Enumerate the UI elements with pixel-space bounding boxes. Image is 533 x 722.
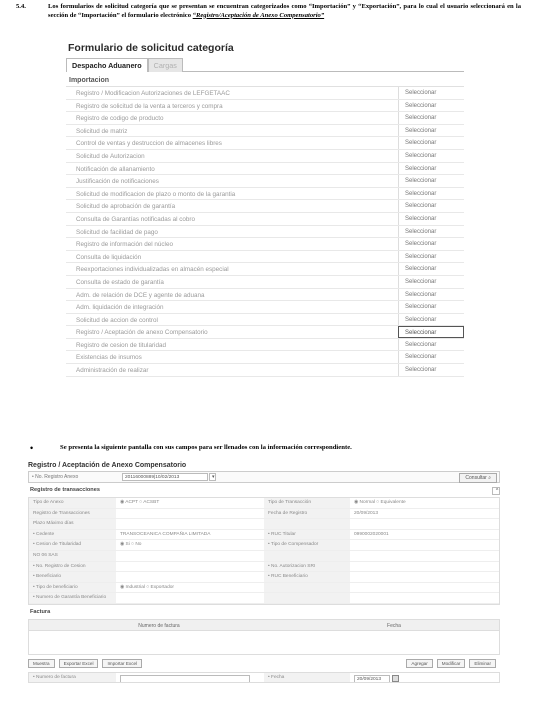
collapse-icon[interactable]: ⌃ [492, 487, 500, 495]
eliminar-button[interactable]: Eliminar [469, 659, 496, 668]
grid-row [29, 551, 499, 562]
grid-row [29, 593, 499, 604]
form-list-item-label: Existencias de insumos [76, 354, 142, 362]
grid-label: • RUC Titular [264, 530, 350, 540]
grid-value[interactable]: 20/09/2013 [354, 510, 379, 516]
form-list-item-label: Registro de solicitud de la venta a terceros y compra [76, 102, 223, 110]
fecha-field [350, 673, 499, 682]
seleccionar-button[interactable]: Seleccionar [398, 100, 464, 112]
grid-label: • Cesion de Titularidad [29, 540, 116, 550]
grid-value[interactable] [350, 540, 499, 550]
form-list-item-label: Notificación de allanamiento [76, 165, 155, 173]
grid-row [29, 540, 499, 551]
form-list-item-label: Solicitud de modificacion de plazo o monto de la garantia [76, 190, 236, 198]
grid-label [264, 519, 350, 529]
grid-value[interactable] [116, 593, 264, 603]
form-list-item-label: Solicitud de Autorizacion [76, 152, 145, 160]
form-list-item [66, 125, 464, 138]
form-list-item [66, 364, 464, 377]
grid-label: Tipo de Anexo [29, 498, 116, 508]
search-icon: ⌕ [488, 475, 491, 481]
transacciones-grid [28, 497, 500, 605]
form-list-item-label: Registro / Aceptación de anexo Compensatorio [76, 329, 208, 337]
grid-label [264, 551, 350, 561]
factura-table-header [28, 619, 500, 631]
fecha-input[interactable]: 20/09/2013 [354, 675, 390, 682]
form-list-item-label: Justificación de notificaciones [76, 178, 159, 186]
grid-row [29, 562, 499, 573]
grid-value[interactable]: ◉ Normal ○ Equivalente [354, 500, 406, 505]
form-list-item [66, 238, 464, 251]
form-list-item [66, 251, 464, 264]
fecha-label: • Fecha [264, 673, 350, 682]
grid-value[interactable] [350, 593, 499, 603]
consultar-button[interactable] [459, 473, 497, 483]
form-list-item-label: Solicitud de matriz [76, 127, 128, 135]
tab-cargas[interactable]: Cargas [148, 58, 183, 72]
seleccionar-button[interactable]: Seleccionar [398, 87, 464, 99]
grid-row [29, 572, 499, 583]
seleccionar-button[interactable]: Seleccionar [398, 188, 464, 200]
form-list-item [66, 226, 464, 239]
seleccionar-button[interactable]: Seleccionar [398, 125, 464, 137]
seleccionar-button[interactable]: Seleccionar [398, 200, 464, 212]
grid-value[interactable] [350, 519, 499, 529]
section-text [48, 3, 521, 20]
form-list-item [66, 87, 464, 100]
registro-transacciones-header [30, 487, 500, 495]
anexo-bar [28, 471, 500, 483]
section-text-link: “Registro/Aceptación de Anexo Compensatorio” [192, 11, 325, 19]
seleccionar-button[interactable]: Seleccionar [398, 339, 464, 351]
form-list-item [66, 137, 464, 150]
modificar-button[interactable]: Modificar [437, 659, 466, 668]
form-list-item-label: Control de ventas y destruccion de almacenes libres [76, 140, 222, 148]
factura-header: Factura [30, 608, 51, 615]
grid-value[interactable]: ◉ Si ○ No [120, 542, 142, 548]
grid-label: NO 06 SAS [29, 551, 116, 561]
form-list-item [66, 326, 464, 339]
seleccionar-button[interactable]: Seleccionar [398, 251, 464, 263]
grid-label: • Tipo de beneficiario [29, 583, 116, 593]
grid-value[interactable] [350, 583, 499, 593]
anexo-input[interactable]: 20116000889|10/02/2013 [122, 473, 208, 481]
form-list-item-label: Consulta de Garantías notificadas al cobro [76, 215, 196, 223]
form-list-item-label: Registro de codigo de producto [76, 115, 164, 123]
seleccionar-button[interactable]: Seleccionar [398, 175, 464, 187]
seleccionar-button[interactable]: Seleccionar [398, 364, 464, 376]
muestra-button[interactable]: Muestra [28, 659, 55, 668]
grid-row [29, 498, 499, 509]
form2-title: Registro / Aceptación de Anexo Compensatorio [28, 462, 187, 469]
grid-label: • No. Registro de Cesion [29, 562, 116, 572]
form-list-item [66, 213, 464, 226]
grid-value[interactable]: ◉ Industrial ○ Exportador [120, 584, 175, 590]
seleccionar-button[interactable]: Seleccionar [398, 289, 464, 301]
grid-value[interactable]: ◉ ACPT ○ ACSBT [120, 500, 160, 505]
solicitud-categoria-form [66, 42, 464, 377]
seleccionar-button[interactable]: Seleccionar [398, 163, 464, 175]
grid-label [264, 593, 350, 603]
exportar-excel-button[interactable]: Exportar Excel [59, 659, 99, 668]
grid-value[interactable] [116, 519, 264, 529]
form-list-item-label: Registro de cesion de titularidad [76, 341, 166, 349]
agregar-button[interactable]: Agregar [406, 659, 432, 668]
grid-label: • Tipo de Compensador [264, 540, 350, 550]
form-list-item [66, 351, 464, 364]
grid-value[interactable] [116, 551, 264, 561]
form-list-item [66, 100, 464, 113]
seleccionar-button[interactable]: Seleccionar [398, 238, 464, 250]
grid-row [29, 519, 499, 530]
importacion-header: Importacion [69, 77, 110, 84]
seleccionar-button[interactable]: Seleccionar [398, 226, 464, 238]
factura-col-fecha: Fecha [387, 622, 401, 629]
consultar-label: Consultar [465, 475, 487, 481]
tab-bar [66, 58, 464, 72]
grid-row [29, 583, 499, 594]
form-list-item [66, 339, 464, 352]
form-list-item-label: Registro / Modificacion Autorizaciones de LEFGETAAC [76, 90, 230, 97]
form-list-item [66, 289, 464, 302]
grid-label: Tipo de Transacción [264, 498, 350, 508]
calendar-icon[interactable] [392, 675, 399, 681]
grid-row [29, 509, 499, 520]
grid-row [29, 530, 499, 541]
section-5-4 [16, 3, 521, 20]
form-list-item [66, 200, 464, 213]
grid-label: Fecha de Registro [264, 509, 350, 519]
grid-label: • Cedente [29, 530, 116, 540]
form-list-item [66, 276, 464, 289]
section-text-body: Los formularios de solicitud categoría que se presentan se encuentran categorizados como “Importación” y “Exportación”, para lo cual el usuario seleccionará en la sección de “Importación” el formulario electrónico [48, 3, 521, 19]
seleccionar-button[interactable]: Seleccionar [398, 263, 464, 275]
section-number: 5.4. [16, 3, 26, 10]
factura-buttons [28, 658, 500, 669]
grid-value[interactable]: TRANSOCEANICA COMPAÑIA LIMITADA [120, 531, 211, 537]
seleccionar-button[interactable]: Seleccionar [398, 314, 464, 326]
numero-factura-field [116, 673, 264, 682]
registro-transacciones-title: Registro de transacciones [30, 487, 100, 493]
form-list-item-label: Registro de información del núcleo [76, 241, 173, 249]
form-list-item-label: Consulta de estado de garantía [76, 278, 164, 286]
seleccionar-button[interactable]: Seleccionar [398, 276, 464, 288]
form-list-item-label: Adm. de relación de DCE y agente de aduana [76, 291, 205, 299]
numero-factura-input[interactable] [120, 675, 250, 682]
grid-value[interactable] [116, 509, 264, 519]
grid-label: • Numero de Garantía Beneficiario [29, 593, 116, 603]
factura-input-row [28, 672, 500, 683]
grid-value[interactable] [350, 572, 499, 582]
anexo-label: • No. Registro Anexo [32, 474, 79, 480]
form-list-item-label: Solicitud de accion de control [76, 316, 158, 324]
factura-table-body [28, 631, 500, 655]
form-list [66, 86, 464, 377]
form-list-item-label: Adm. liquidación de integración [76, 304, 164, 312]
seleccionar-button[interactable]: Seleccionar [398, 326, 464, 338]
anexo-dropdown-icon[interactable]: ▾ [209, 473, 216, 481]
grid-value[interactable] [116, 572, 264, 582]
seleccionar-button[interactable]: Seleccionar [398, 213, 464, 225]
grid-value[interactable] [350, 562, 499, 572]
form-title: Formulario de solicitud categoría [68, 42, 234, 54]
bullet-icon: • [30, 443, 34, 453]
grid-label [264, 583, 350, 593]
seleccionar-button[interactable]: Seleccionar [398, 301, 464, 313]
grid-value[interactable] [116, 562, 264, 572]
grid-label: • No. Autorizacion SRI [264, 562, 350, 572]
tab-despacho-aduanero[interactable]: Despacho Aduanero [66, 58, 148, 72]
grid-label: Registro de Transacciones [29, 509, 116, 519]
seleccionar-button[interactable]: Seleccionar [398, 137, 464, 149]
form-list-item [66, 163, 464, 176]
grid-value[interactable]: 0990002020001 [354, 531, 389, 537]
seleccionar-button[interactable]: Seleccionar [398, 351, 464, 363]
form-list-item [66, 301, 464, 314]
form-list-item [66, 314, 464, 327]
bullet-text: Se presenta la siguiente pantalla con sus campos para ser llenados con la información correspondiente. [60, 444, 352, 451]
seleccionar-button[interactable]: Seleccionar [398, 112, 464, 124]
bullet-paragraph [30, 444, 510, 451]
importar-excel-button[interactable]: Importar Excel [102, 659, 142, 668]
numero-factura-label: • Numero de factura [29, 673, 116, 682]
grid-value[interactable] [350, 551, 499, 561]
form-list-item-label: Consulta de liquidación [76, 253, 142, 261]
form-list-item-label: Administración de realizar [76, 367, 149, 375]
form-list-item-label: Solicitud de facilidad de pago [76, 228, 158, 236]
seleccionar-button[interactable]: Seleccionar [398, 150, 464, 162]
grid-label: Plazo Máximo días [29, 519, 116, 529]
form-list-item-label: Reexportaciones individualizadas en almacén especial [76, 266, 229, 274]
grid-label: • Beneficiario [29, 572, 116, 582]
grid-label: • RUC Beneficiario [264, 572, 350, 582]
form-list-item [66, 112, 464, 125]
form-list-item [66, 263, 464, 276]
form-list-item-label: Solicitud de aprobación de garantía [76, 203, 176, 211]
form-list-item [66, 188, 464, 201]
form-list-item [66, 175, 464, 188]
form-list-item [66, 150, 464, 163]
factura-col-numero: Numero de factura [138, 622, 180, 629]
anexo-compensatorio-form [28, 462, 500, 683]
